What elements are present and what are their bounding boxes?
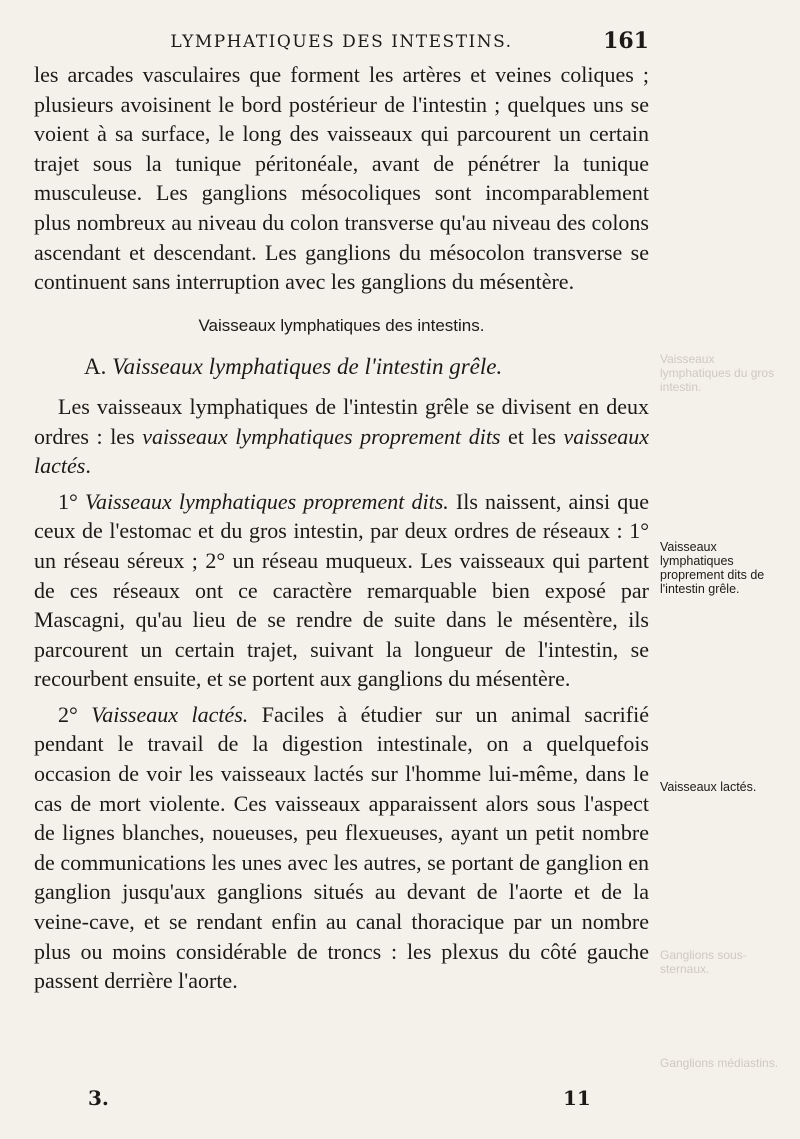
p3-text: Faciles à étudier sur un animal sacrifié pendant le travail de la digestion intestinale, on a quelquefois occasion de voir les vaisseaux lactés sur l'homme lui-même, dans le cas de mort violente. Ces vaisseaux apparaissent alors sous l'aspect de lignes blanches, noueuses, peu flexueuses, ayant un petit nombre de communications les unes avec les autres, se portant de ganglion en ganglion jusqu'aux ganglions situés au devant de l'aorte et de la veine-cave, et se rendant enfin au canal thoracique par un nombre plus ou moins considérable de troncs : les plexus du côté gauche passent derrière l'aorte. xyxy=(34,701,649,994)
intro-paragraph: les arcades vasculaires que forment les artères et veines coliques ; plusieurs avoisinent le bord postérieur de l'intestin ; quelques uns se voient à sa surface, le long des vaisseaux qui parcourent un certain trajet sous la tunique péritonéale, avant de pénétrer la tunique musculeuse. Les ganglions mésocoliques sont incomparablement plus nombreux au niveau du colon transverse qu'au niveau des colons ascendant et descendant. Les ganglions du mésocolon transverse se continuent sans interruption avec les ganglions du mésentère. xyxy=(34,62,649,295)
ghost-note-mediastins: Ganglions médiastins. xyxy=(660,1056,779,1070)
paragraph-lactes xyxy=(34,700,649,996)
p2-label: 1° xyxy=(58,488,78,514)
section-title: Vaisseaux lymphatiques des intestins. xyxy=(198,315,485,335)
p3-italic: Vaisseaux lactés. xyxy=(91,701,249,727)
p3-label: 2° xyxy=(58,701,78,727)
running-title: LYMPHATIQUES DES INTESTINS. xyxy=(170,32,513,52)
signature-mark: 3. xyxy=(88,1086,109,1110)
running-head xyxy=(34,28,649,58)
p1-italic-lymphatiques: vaisseaux lymphatiques proprement dits xyxy=(142,423,501,449)
p1-italic-lactes: vaisseaux lactés xyxy=(34,423,649,479)
subsection-title: Vaisseaux lymphatiques de l'intestin grêle. xyxy=(112,354,503,380)
p2-text: Ils naissent, ainsi que ceux de l'estomac et du gros intestin, par deux ordres de réseaux : 1° un réseau séreux ; 2° un réseau muqueux. Les vaisseaux qui partent de ces réseaux ont ce caractère remarquable bien exposé par Mascagni, qu'au lieu de se rendre de suite dans le mésentère, ils parcourent un certain trajet, suivant la longueur de l'intestin, se recourbent ensuite, et se portent aux ganglions du mésentère. xyxy=(34,488,649,692)
ghost-note-gros-intestin: Vaisseaux lymphatiques du gros intestin. xyxy=(660,352,775,394)
ghost-note-sous-sternaux: Ganglions sous-sternaux. xyxy=(660,948,747,976)
p2-italic: Vaisseaux lymphatiques proprement dits. xyxy=(84,488,449,514)
p1-mid: et les xyxy=(500,423,564,449)
p1-end: . xyxy=(85,453,91,479)
margin-note-lactes: Vaisseaux lactés. xyxy=(660,780,757,794)
subsection-heading xyxy=(84,352,649,382)
paragraph-proprement-dits xyxy=(34,487,649,694)
margin-note-lymphatiques: Vaisseaux lymphatiques proprement dits de l'intestin grêle. xyxy=(660,540,765,596)
p1-start: Les vaisseaux lymphatiques de l'intestin grêle se divisent en deux ordres : les xyxy=(34,393,649,449)
sheet-number: 11 xyxy=(563,1086,591,1110)
subsection-label: A. xyxy=(84,354,107,380)
paragraph-ordres xyxy=(34,392,649,481)
page-number: 161 xyxy=(603,28,649,54)
body-text xyxy=(34,60,649,996)
